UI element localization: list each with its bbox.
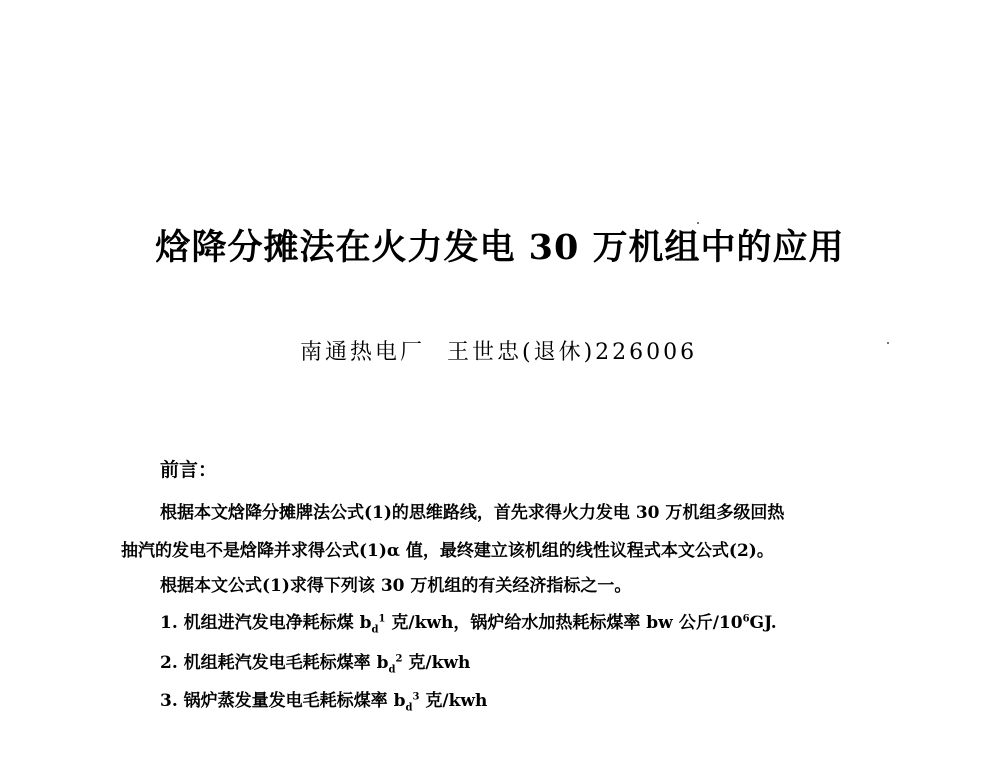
scan-speck xyxy=(697,222,699,224)
section-heading-preface: 前言： xyxy=(160,459,218,481)
paragraph-line-1: 根据本文焓降分摊牌法公式(1)的思维路线，首先求得火力发电 30 万机组多级回热 xyxy=(160,503,785,523)
list-item-3 xyxy=(160,688,487,714)
paper-title: 焓降分摊法在火力发电 30 万机组中的应用 xyxy=(155,227,845,268)
author-name: 王世忠(退休)226006 xyxy=(447,340,698,365)
subscript: d xyxy=(371,624,379,636)
superscript: 2 xyxy=(395,653,403,665)
list-text: 机组耗汽发电毛耗标煤率 b xyxy=(183,653,389,673)
subscript: d xyxy=(388,664,396,676)
superscript: 3 xyxy=(412,691,420,703)
paragraph-line-2: 抽汽的发电不是焓降并求得公式(1)α 值，最终建立该机组的线性议程式本文公式(2)。 xyxy=(121,541,774,561)
superscript: 1 xyxy=(378,613,386,625)
list-text-unit: 克/kwh xyxy=(419,691,488,711)
list-number: 3. xyxy=(160,691,178,711)
list-text-unit: 克/kwh xyxy=(402,653,471,673)
list-text: 机组进汽发电净耗标煤 b xyxy=(183,613,372,633)
list-item-2 xyxy=(160,650,470,676)
list-item-1 xyxy=(160,610,777,636)
subscript: d xyxy=(405,702,413,714)
list-text-tail: GJ. xyxy=(749,613,777,633)
superscript: 6 xyxy=(742,613,750,625)
list-text: 锅炉蒸发量发电毛耗标煤率 b xyxy=(183,691,406,711)
list-number: 1. xyxy=(160,613,178,633)
author-line xyxy=(300,337,697,369)
paragraph-line-3: 根据本文公式(1)求得下列该 30 万机组的有关经济指标之一。 xyxy=(160,576,632,596)
list-text-unit: 克/kwh，锅炉给水加热耗标煤率 bw 公斤/10 xyxy=(385,613,743,633)
list-number: 2. xyxy=(160,653,178,673)
author-affiliation: 南通热电厂 xyxy=(300,340,426,365)
scan-speck xyxy=(887,342,889,344)
